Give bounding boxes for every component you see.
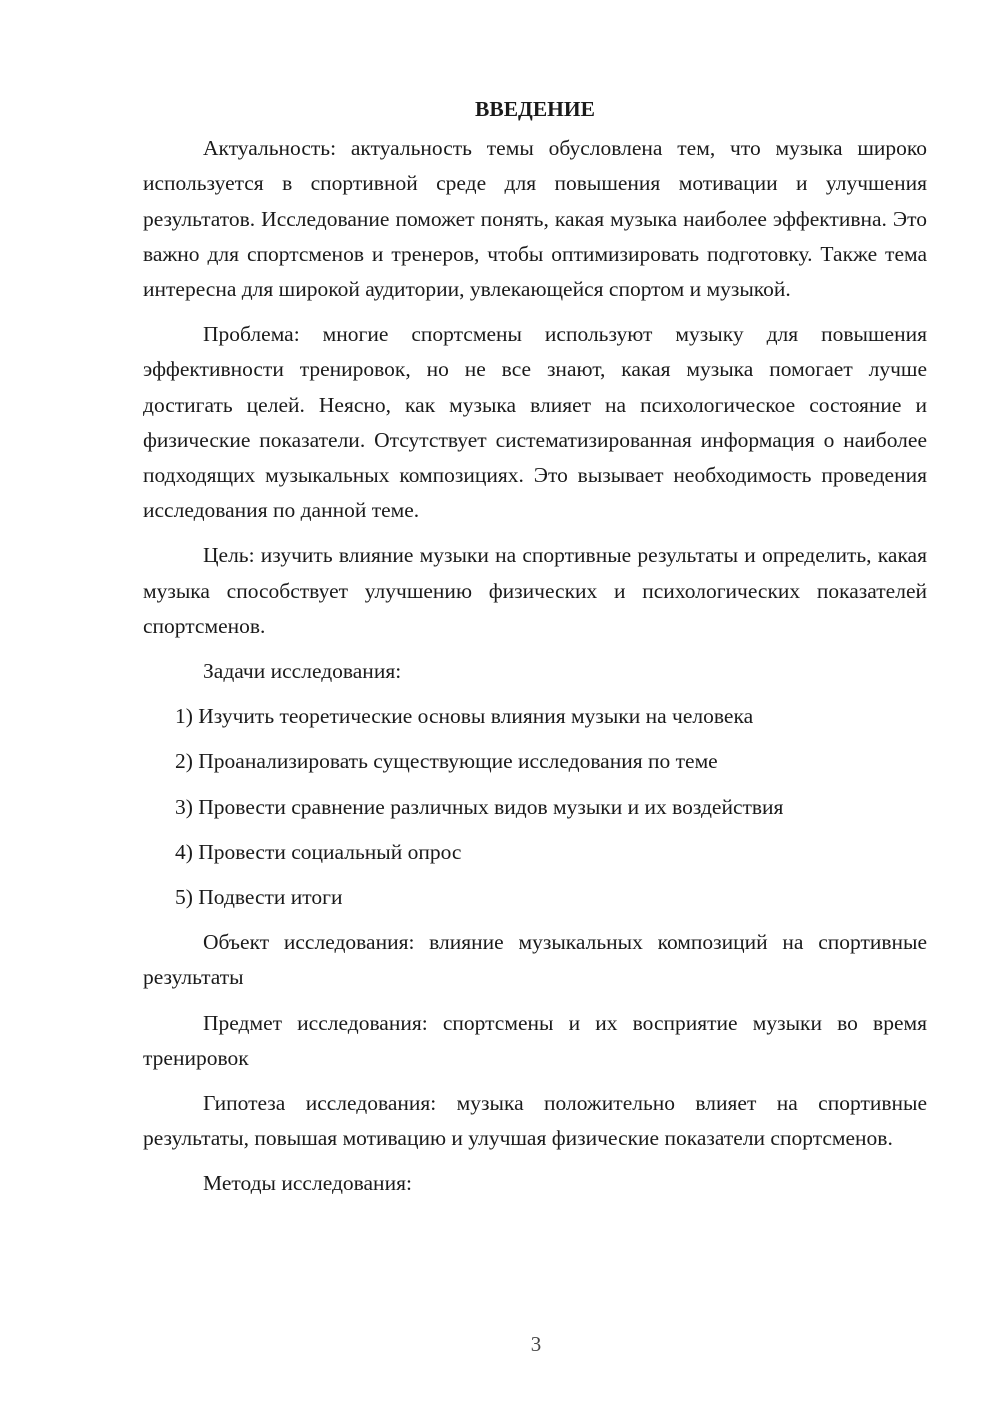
problem-paragraph: Проблема: многие спортсмены используют музыку для повышения эффективности тренировок, но не все знают, какая музыка помогает лучше достигать целей. Неясно, как музыка влияет на психологическое состояние и физические показатели. Отсутствует систематизированная информация о наиболее подходящих музыкальных композициях. Это вызывает необходимость проведения исследования по данной теме. xyxy=(143,322,927,523)
tasks-heading: Задачи исследования: xyxy=(203,659,402,684)
list-item: 2) Проанализировать существующие исследования по теме xyxy=(175,749,718,774)
object-paragraph: Объект исследования: влияние музыкальных композиций на спортивные результаты xyxy=(143,930,927,990)
methods-heading: Методы исследования: xyxy=(203,1171,412,1196)
list-item: 5) Подвести итоги xyxy=(175,885,343,910)
goal-paragraph: Цель: изучить влияние музыки на спортивные результаты и определить, какая музыка способствует улучшению физических и психологических показателей спортсменов. xyxy=(143,543,927,638)
document-page xyxy=(143,92,927,1212)
list-item: 1) Изучить теоретические основы влияния музыки на человека xyxy=(175,704,754,729)
list-item: 4) Провести социальный опрос xyxy=(175,839,462,864)
tasks-list xyxy=(143,699,927,915)
page-title: ВВЕДЕНИЕ xyxy=(475,97,595,121)
hypothesis-paragraph: Гипотеза исследования: музыка положительно влияет на спортивные результаты, повышая мотивацию и улучшая физические показатели спортсменов. xyxy=(143,1091,927,1151)
page-number: 3 xyxy=(530,1332,542,1356)
list-item: 3) Провести сравнение различных видов музыки и их воздействия xyxy=(175,794,784,819)
subject-paragraph: Предмет исследования: спортсмены и их восприятие музыки во время тренировок xyxy=(143,1010,927,1070)
relevance-paragraph: Актуальность: актуальность темы обусловлена тем, что музыка широко используется в спортивной среде для повышения мотивации и улучшения результатов. Исследование поможет понять, какая музыка наиболее эффективна. Это важно для спортсменов и тренеров, чтобы оптимизировать подготовку. Также тема интересна для широкой аудитории, увлекающейся спортом и музыкой. xyxy=(143,136,927,302)
